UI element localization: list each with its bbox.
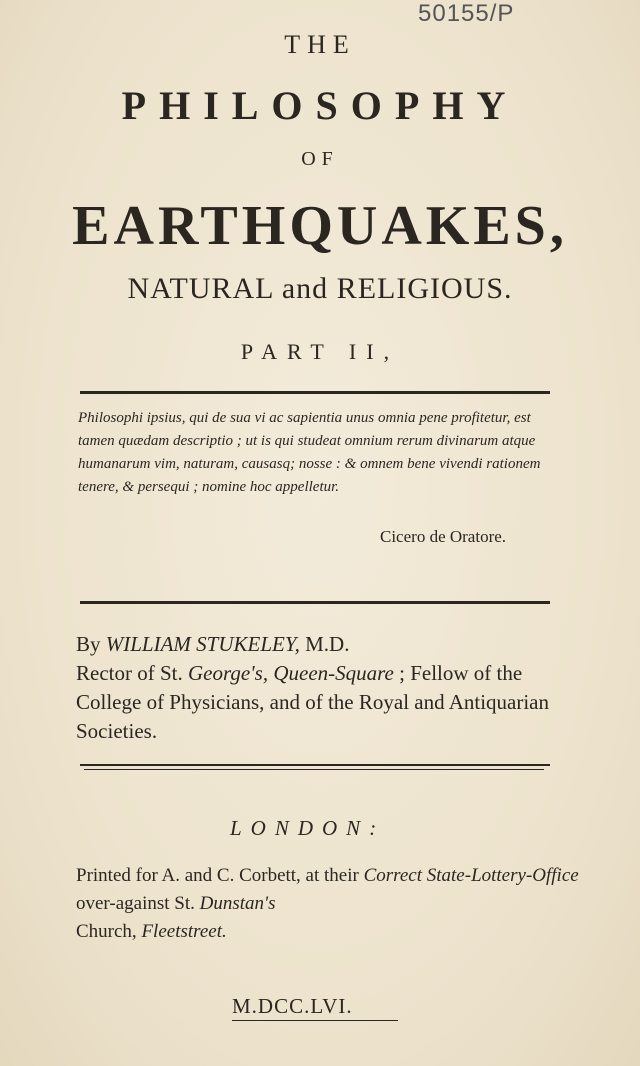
divider-rule	[80, 764, 550, 766]
shelfmark: 50155/P	[418, 0, 515, 27]
part-number: PART II,	[240, 339, 400, 364]
author-block	[76, 630, 586, 746]
imprint-block	[76, 862, 586, 946]
author-place-george: George's,	[187, 661, 269, 685]
subtitle: NATURAL and RELIGIOUS.	[127, 272, 513, 305]
author-title-pre: Rector of St.	[76, 661, 183, 685]
author-name: WILLIAM STUKELEY,	[105, 632, 300, 656]
imprint-street: Fleetstreet.	[141, 921, 227, 942]
author-place-queen-square: Queen-Square	[273, 661, 394, 685]
imprint-church: Church,	[76, 921, 137, 942]
author-affiliations: ; Fellow of the College of Physicians, and of the Royal and Antiquarian Societies.	[76, 661, 549, 743]
divider-rule	[80, 601, 550, 604]
title-earthquakes: EARTHQUAKES,	[72, 195, 568, 257]
author-by: By	[76, 632, 101, 656]
divider-rule	[80, 391, 550, 394]
imprint-city: LONDON:	[230, 816, 386, 840]
title-philosophy: PHILOSOPHY	[121, 83, 519, 128]
imprint-church-name: Dunstan's	[199, 893, 276, 914]
epigraph-source: Cicero de Oratore.	[380, 527, 507, 546]
divider-rule	[232, 1020, 398, 1021]
divider-rule	[84, 769, 544, 770]
imprint-location: over-against St.	[76, 893, 195, 914]
imprint-office: Correct State-Lottery-Office	[363, 865, 579, 886]
imprint-printer: Printed for A. and C. Corbett, at their	[76, 865, 359, 886]
title-the: THE	[284, 30, 356, 59]
title-of: OF	[301, 148, 339, 170]
imprint-date: M.DCC.LVI.	[232, 994, 353, 1018]
author-degree: M.D.	[305, 632, 350, 656]
epigraph-text: Philosophi ipsius, qui de sua vi ac sapientia unus omnia pene profitetur, est tamen quædam descriptio ; ut is qui studeat omnium rerum divinarum atque humanarum vim, naturam, causasq; nosse : & omnem bene vivendi rationem tenere, & persequi ; nomine hoc appelletur.	[78, 410, 541, 495]
